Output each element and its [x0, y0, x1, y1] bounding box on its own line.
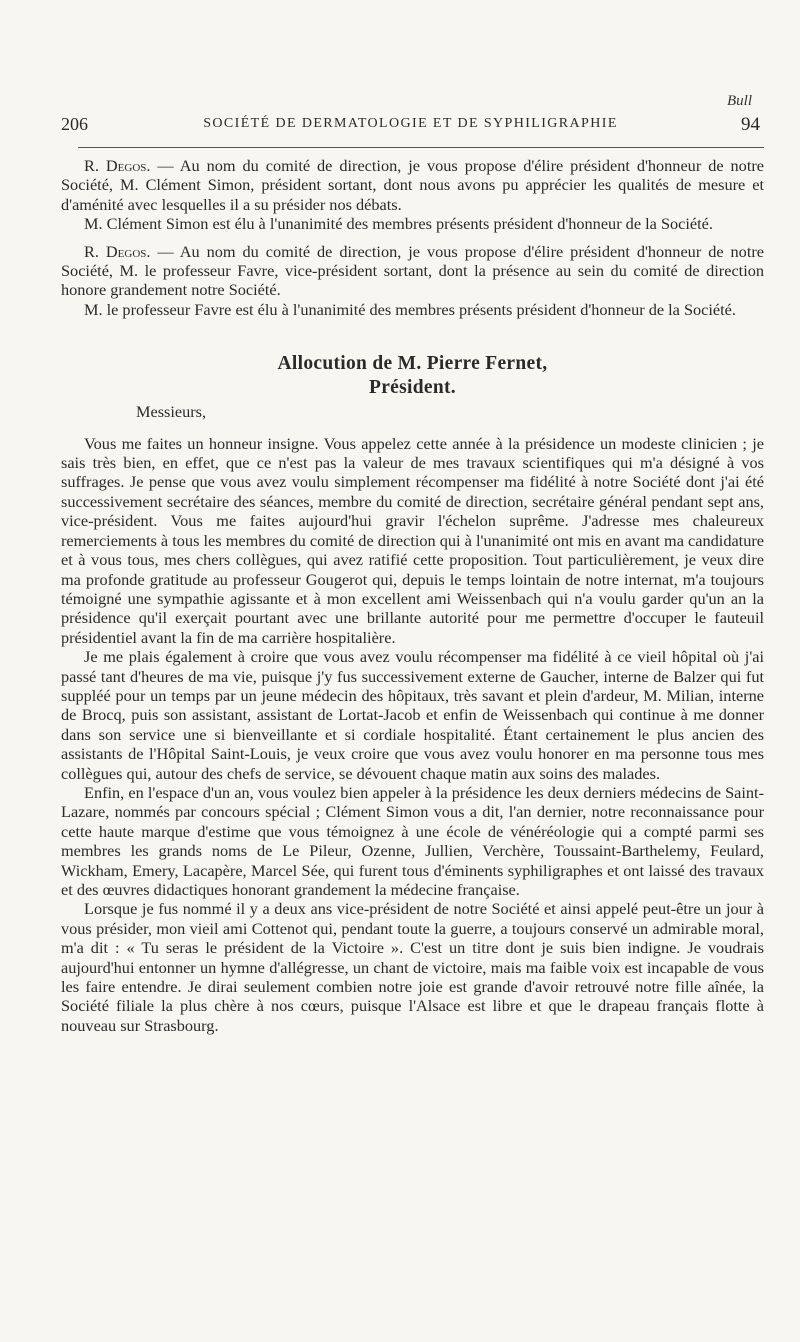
- paragraph: M. le professeur Favre est élu à l'unanimité des membres présents président d'honneur de la Société.: [84, 299, 736, 319]
- speaker-name: R. Degos.: [84, 241, 151, 261]
- paragraph-text: — Au nom du comité de direction, je vous propose d'élire président d'honneur de notre Société, M. Clément Simon, président sortant, dont nous avons pu apprécier les qualités de mesure et d'aménité avec lesquelles il a su présider nos débats.: [61, 156, 764, 214]
- page-number: 206: [61, 114, 88, 134]
- running-header: [61, 114, 760, 136]
- paragraph: M. Clément Simon est élu à l'unanimité des membres présents président d'honneur de la Société.: [84, 214, 713, 234]
- journal-title: SOCIÉTÉ DE DERMATOLOGIE ET DE SYPHILIGRAPHIE: [203, 116, 618, 131]
- speaker-name: R. Degos.: [84, 156, 151, 175]
- section-title-line: Président.: [369, 377, 456, 399]
- salutation: Messieurs,: [136, 402, 207, 422]
- speech-paragraph: Enfin, en l'espace d'un an, vous voulez bien appeler à la présidence les deux derniers médecins de Saint-Lazare, nommés par concours spécial ; Clément Simon vous a dit, l'an dernier, notre reconnaissance pour cette haute marque d'estime que vous témoignez à une école de vénéréologie qui a compté parmi ses membres les grands noms de Le Pileur, Ozenne, Jullien, Verchère, Toussaint-Barthelemy, Feulard, Wickham, Emery, Lacapère, Marcel Sée, qui furent tous d'éminents syphiligraphes et ont laissé des travaux et des œuvres didactiques honorant grandement la médecine française.: [61, 782, 764, 899]
- section-title: [61, 352, 764, 400]
- paragraph: [61, 242, 764, 300]
- speech-paragraph: Lorsque je fus nommé il y a deux ans vice-président de notre Société et ainsi appelé peut-être un jour à vous présider, mon vieil ami Cottenot qui, pendant toute la guerre, a toujours conservé un admirable moral, m'a dit : « Tu seras le président de la Victoire ». C'est un titre dont je suis bien indigne. Je voudrais aujourd'hui entonner un hymne d'allégresse, un chant de victoire, mais ma faible voix est incapable de vous les faire entendre. Je dirai seulement combien notre joie est grande d'avoir retrouvé notre fille aînée, la Société filiale la plus chère à nos cœurs, puisque l'Alsace est libre et que le drapeau français flotte à nouveau sur Strasbourg.: [61, 899, 764, 1035]
- speech-paragraph: Vous me faites un honneur insigne. Vous appelez cette année à la présidence un modeste clinicien ; je sais très bien, en effet, que ce n'est pas la valeur de mes travaux scientifiques qui m'a désigné à vos suffrages. Je pense que vous avez voulu simplement récompenser ma fidélité à notre Société dont j'ai été successivement secrétaire des séances, membre du comité de direction, secrétaire général pendant sept ans, vice-président. Vous me faites aujourd'hui gravir l'échelon suprême. J'adresse mes chaleureux remerciements à tous les membres du comité de direction qui à l'unanimité ont mis en avant ma candidature et à vous tous, mes chers collègues, qui avez ratifié cette proposition. Tout particulièrement, je veux dire ma profonde gratitude au professeur Gougerot qui, depuis le temps lointain de notre internat, m'a toujours témoigné une sympathie agissante et à mon excellent ami Weissenbach qui n'a voulu garder qu'un an la présidence qu'il exerçait pourtant avec une brillante autorité pour me permettre d'occuper le fauteuil présidentiel avant la fin de ma carrière hospitalière.: [61, 433, 764, 647]
- section-title-line: Allocution de M. Pierre Fernet,: [277, 353, 548, 375]
- volume-number: 94: [741, 114, 760, 135]
- handwritten-margin-note: Bull: [727, 93, 752, 109]
- paragraph: [61, 156, 764, 214]
- header-rule: [78, 147, 764, 148]
- body-text: [61, 156, 764, 1035]
- speech-paragraph: Je me plais également à croire que vous avez voulu récompenser ma fidélité à ce vieil hôpital où j'ai passé tant d'heures de ma vie, puisque j'y fus successivement externe de Gaucher, interne de Balzer qui fut suppléé pour un temps par un jeune médecin des hôpitaux, très savant et plein d'ardeur, M. Milian, interne de Brocq, puis son assistant, assistant de Lortat-Jacob et enfin de Weissenbach qui continue à me donner dans son service une si bienveillante et si cordiale hospitalité. Étant certainement le plus ancien des assistants de l'Hôpital Saint-Louis, je veux croire que vous avez voulu honorer en ma personne tous mes collègues qui, autour des chefs de service, se dévouent chaque matin aux soins des malades.: [61, 647, 764, 783]
- paragraph-text: — Au nom du comité de direction, je vous propose d'élire président d'honneur de notre Société, M. le professeur Favre, vice-président sortant, dont la présence au sein du comité de direction honore grandement notre Société.: [61, 241, 764, 300]
